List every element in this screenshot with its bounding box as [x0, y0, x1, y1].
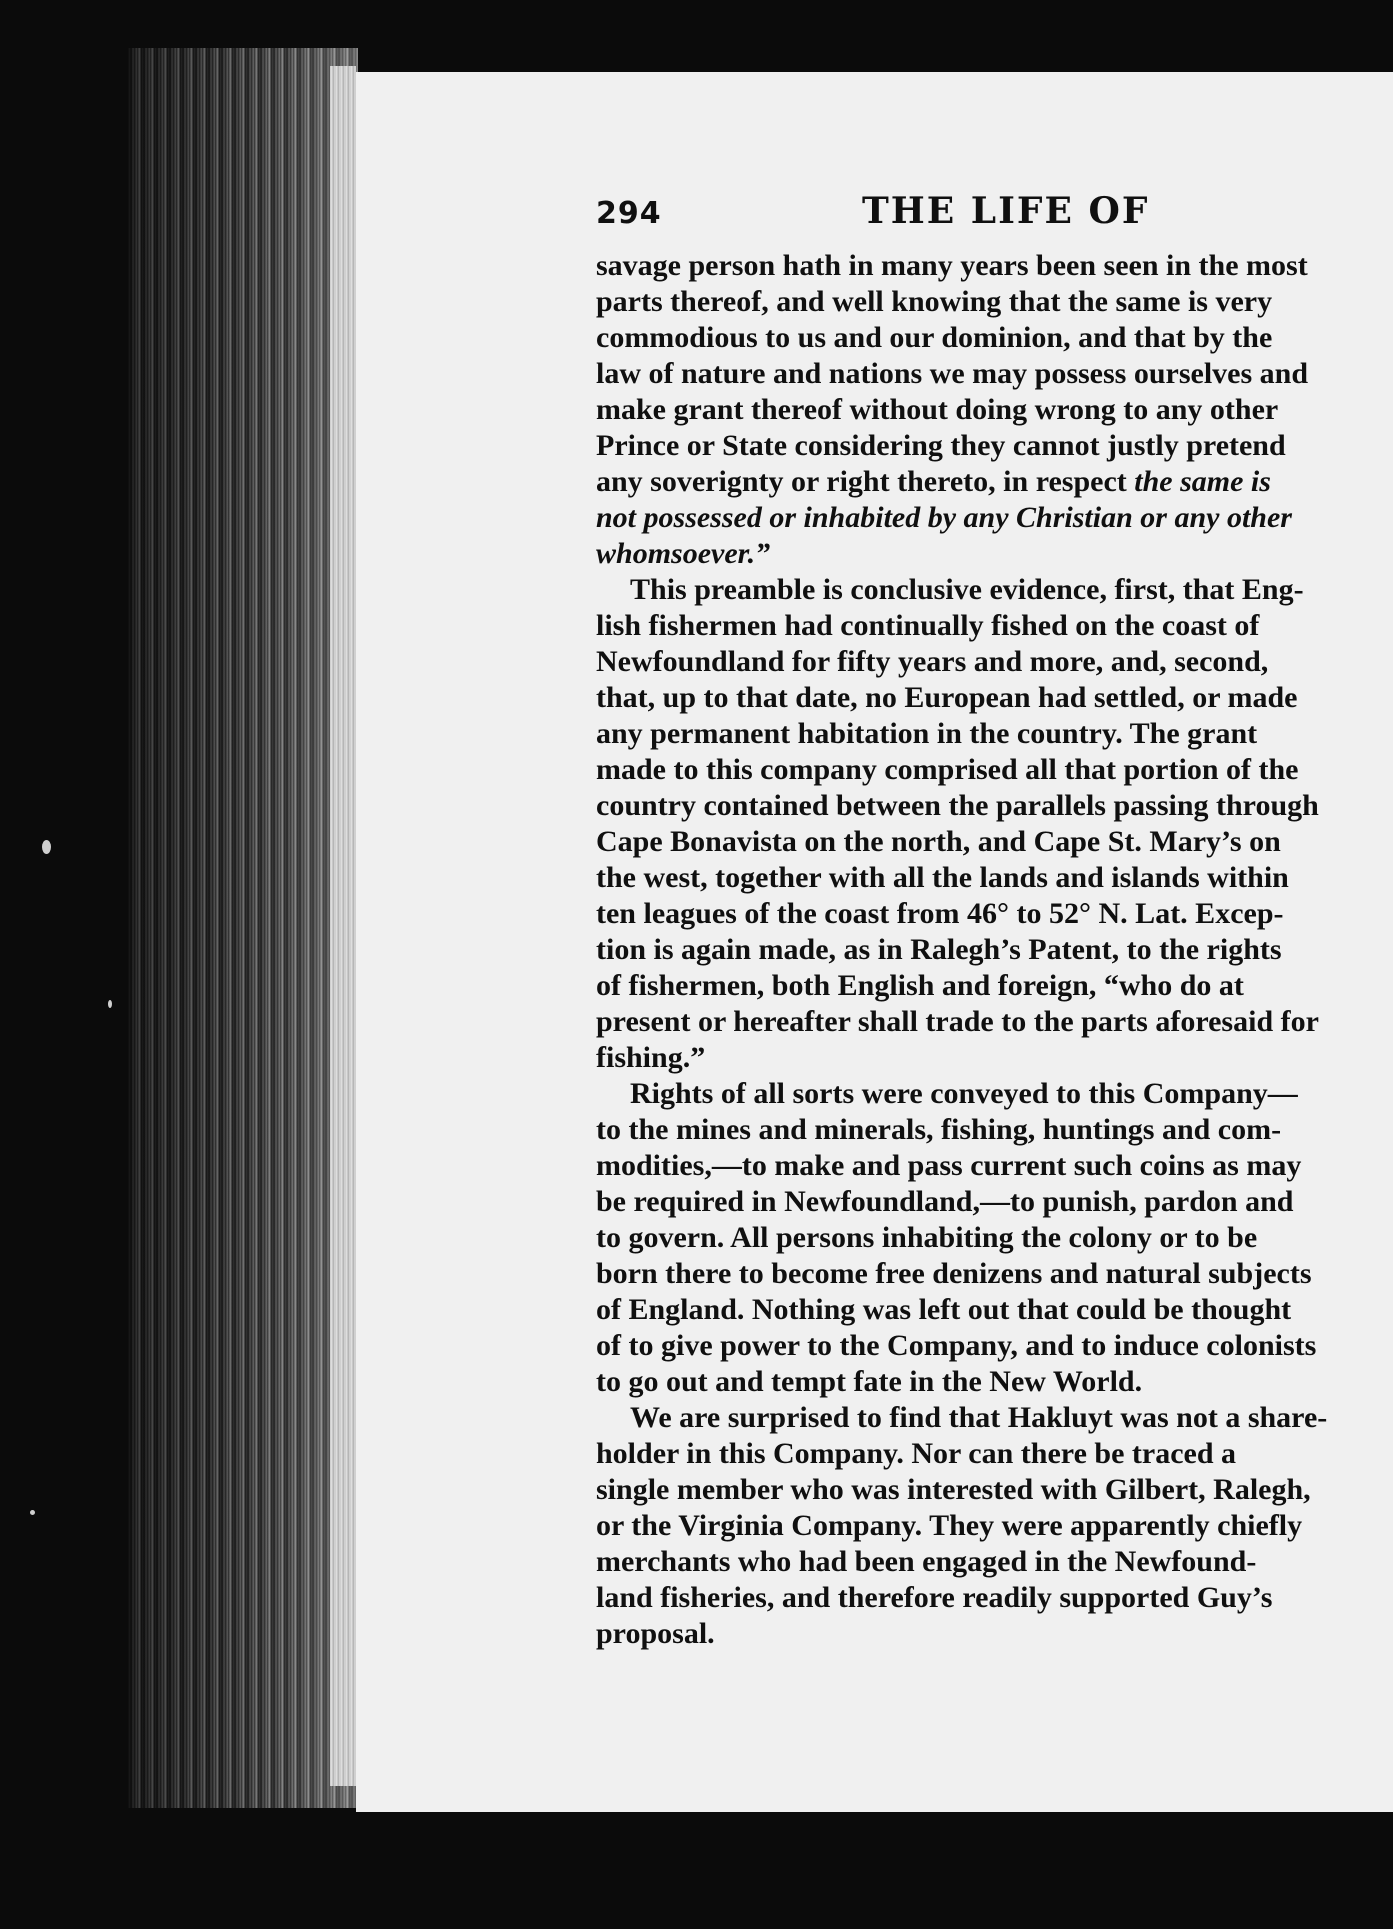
paragraph-start-line: We are surprised to find that Hakluyt was not a share-: [630, 1401, 1328, 1434]
text-line: ten leagues of the coast from 46° to 52° N. Lat. Excep-: [596, 897, 1284, 930]
text-line: lish fishermen had continually fished on the coast of: [596, 609, 1260, 642]
page-title: THE LIFE OF: [862, 190, 1150, 232]
text-line: commodious to us and our dominion, and that by the: [596, 321, 1273, 354]
text-line: be required in Newfoundland,—to punish, pardon and: [596, 1185, 1294, 1218]
text-line: of to give power to the Company, and to induce colonists: [596, 1329, 1317, 1362]
text-line: the west, together with all the lands and islands within: [596, 861, 1289, 894]
scan-speck: [30, 1510, 35, 1515]
text-line-italic: whomsoever.”: [596, 537, 771, 570]
text-line-italic: not possessed or inhabited by any Christian or any other: [596, 501, 1292, 534]
text-line: law of nature and nations we may possess ourselves and: [596, 357, 1309, 390]
text-line: Newfoundland for fifty years and more, and, second,: [596, 645, 1269, 678]
text-line: make grant thereof without doing wrong to any other: [596, 393, 1279, 426]
text-line: proposal.: [596, 1617, 715, 1650]
text-line: merchants who had been engaged in the Newfound-: [596, 1545, 1257, 1578]
text-line: of England. Nothing was left out that could be thought: [596, 1293, 1292, 1326]
text-line: any permanent habitation in the country. The grant: [596, 717, 1258, 750]
italic-segment: the same is: [1134, 465, 1271, 498]
text-line: to govern. All persons inhabiting the colony or to be: [596, 1221, 1258, 1254]
text-line: to go out and tempt fate in the New World.: [596, 1365, 1143, 1398]
paragraph-start-line: Rights of all sorts were conveyed to this Company—: [630, 1077, 1298, 1110]
text-line: present or hereafter shall trade to the parts aforesaid for: [596, 1005, 1319, 1038]
text-line: Cape Bonavista on the north, and Cape St. Mary’s on: [596, 825, 1281, 858]
book-edge-shading: [128, 48, 358, 1808]
text-line: of fishermen, both English and foreign, “who do at: [596, 969, 1244, 1002]
book-page: [356, 72, 1393, 1812]
text-line: tion is again made, as in Ralegh’s Patent, to the rights: [596, 933, 1282, 966]
text-line: [596, 464, 1393, 500]
text-line: parts thereof, and well knowing that the same is very: [596, 285, 1273, 318]
text-line: made to this company comprised all that portion of the: [596, 753, 1299, 786]
text-line: fishing.”: [596, 1041, 706, 1074]
text-segment: any soverignty or right thereto, in respect: [596, 465, 1127, 498]
scan-speck: [108, 1000, 112, 1008]
text-line: savage person hath in many years been seen in the most: [596, 249, 1308, 282]
text-line: Prince or State considering they cannot justly pretend: [596, 429, 1286, 462]
text-line: single member who was interested with Gilbert, Ralegh,: [596, 1473, 1311, 1506]
text-line: to the mines and minerals, fishing, huntings and com-: [596, 1113, 1282, 1146]
text-line: land fisheries, and therefore readily supported Guy’s: [596, 1581, 1273, 1614]
text-line: born there to become free denizens and natural subjects: [596, 1257, 1312, 1290]
page-content: [596, 190, 1393, 1652]
text-line: or the Virginia Company. They were apparently chiefly: [596, 1509, 1303, 1542]
text-line: that, up to that date, no European had settled, or made: [596, 681, 1298, 714]
page-number: 294: [596, 196, 662, 231]
scan-speck: [42, 840, 51, 854]
page-gutter: [330, 66, 356, 1786]
paragraph-start-line: This preamble is conclusive evidence, first, that Eng-: [630, 573, 1304, 606]
text-line: modities,—to make and pass current such coins as may: [596, 1149, 1302, 1182]
body-text: [596, 248, 1393, 1652]
text-line: holder in this Company. Nor can there be traced a: [596, 1437, 1237, 1470]
text-line: country contained between the parallels passing through: [596, 789, 1319, 822]
running-head: [596, 190, 1393, 248]
